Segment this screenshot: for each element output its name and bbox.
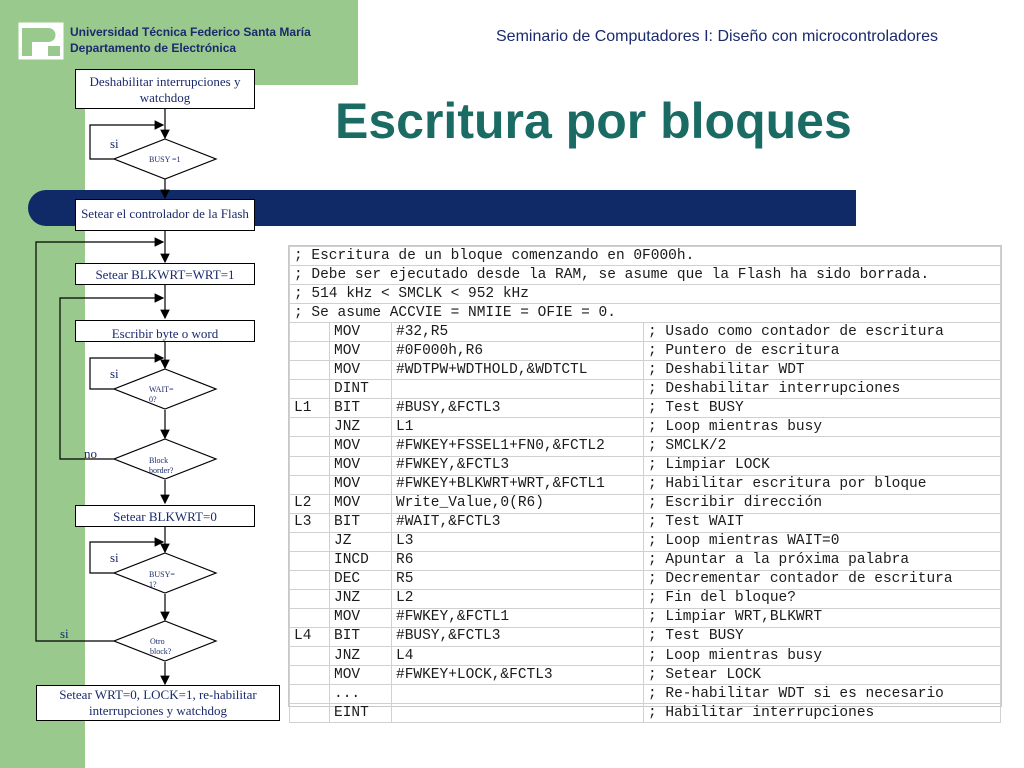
code-op: JNZ xyxy=(330,418,392,437)
code-comment: ; Habilitar interrupciones xyxy=(644,704,1001,723)
code-label xyxy=(290,646,330,665)
code-label: L1 xyxy=(290,399,330,418)
code-comment-row xyxy=(290,266,1001,285)
code-label xyxy=(290,418,330,437)
code-comment: ; Debe ser ejecutado desde la RAM, se asume que la Flash ha sido borrada. xyxy=(290,266,1001,285)
code-label: L2 xyxy=(290,494,330,513)
branch-label: si xyxy=(110,550,119,565)
code-args: Write_Value,0(R6) xyxy=(392,494,644,513)
seminar-title: Seminario de Computadores I: Diseño con microcontroladores xyxy=(496,28,938,45)
flow-box-clear-blkwrt: Setear BLKWRT=0 xyxy=(75,505,255,527)
code-label xyxy=(290,551,330,570)
code-op: ... xyxy=(330,685,392,704)
code-comment: ; Test BUSY xyxy=(644,627,1001,646)
code-row xyxy=(290,666,1001,685)
code-comment-row xyxy=(290,285,1001,304)
code-row xyxy=(290,494,1001,513)
decision-label: WAIT= 0? xyxy=(149,385,174,404)
code-row xyxy=(290,513,1001,532)
code-row xyxy=(290,570,1001,589)
code-op: MOV xyxy=(330,361,392,380)
code-row xyxy=(290,456,1001,475)
code-label xyxy=(290,704,330,723)
code-op: MOV xyxy=(330,666,392,685)
code-args: #FWKEY,&FCTL1 xyxy=(392,608,644,627)
flow-box-disable-interrupts: Deshabilitar interrupciones y watchdog xyxy=(75,69,255,109)
code-label xyxy=(290,323,330,342)
code-label xyxy=(290,532,330,551)
code-row xyxy=(290,627,1001,646)
code-comment: ; Deshabilitar interrupciones xyxy=(644,380,1001,399)
code-comment: ; Fin del bloque? xyxy=(644,589,1001,608)
code-row xyxy=(290,532,1001,551)
code-label xyxy=(290,666,330,685)
code-args: #FWKEY+BLKWRT+WRT,&FCTL1 xyxy=(392,475,644,494)
code-label xyxy=(290,475,330,494)
code-comment: ; Loop mientras WAIT=0 xyxy=(644,532,1001,551)
code-args: #BUSY,&FCTL3 xyxy=(392,399,644,418)
code-row xyxy=(290,342,1001,361)
code-comment: ; Limpiar WRT,BLKWRT xyxy=(644,608,1001,627)
code-row xyxy=(290,685,1001,704)
code-args: #BUSY,&FCTL3 xyxy=(392,627,644,646)
code-label xyxy=(290,342,330,361)
code-args: #WDTPW+WDTHOLD,&WDTCTL xyxy=(392,361,644,380)
code-comment: ; Setear LOCK xyxy=(644,666,1001,685)
decision-label: BUSY= 1? xyxy=(149,570,175,589)
code-args xyxy=(392,704,644,723)
code-args: #WAIT,&FCTL3 xyxy=(392,513,644,532)
code-comment: ; Escritura de un bloque comenzando en 0F000h. xyxy=(290,247,1001,266)
code-op: MOV xyxy=(330,342,392,361)
code-label xyxy=(290,456,330,475)
code-comment: ; Deshabilitar WDT xyxy=(644,361,1001,380)
code-op: BIT xyxy=(330,627,392,646)
code-args: #FWKEY+FSSEL1+FN0,&FCTL2 xyxy=(392,437,644,456)
code-comment-row xyxy=(290,304,1001,323)
code-args: #32,R5 xyxy=(392,323,644,342)
code-row xyxy=(290,418,1001,437)
code-op: MOV xyxy=(330,323,392,342)
code-op: INCD xyxy=(330,551,392,570)
code-args: L3 xyxy=(392,532,644,551)
code-row xyxy=(290,361,1001,380)
code-op: MOV xyxy=(330,608,392,627)
code-comment: ; Loop mientras busy xyxy=(644,646,1001,665)
decision-label: Otro block? xyxy=(150,637,172,656)
code-comment: ; Apuntar a la próxima palabra xyxy=(644,551,1001,570)
code-label xyxy=(290,437,330,456)
code-row xyxy=(290,589,1001,608)
code-op: BIT xyxy=(330,513,392,532)
code-comment: ; Test WAIT xyxy=(644,513,1001,532)
page-title: Escritura por bloques xyxy=(335,93,852,149)
flow-box-set-blkwrt: Setear BLKWRT=WRT=1 xyxy=(75,263,255,285)
code-row xyxy=(290,323,1001,342)
code-comment: ; Puntero de escritura xyxy=(644,342,1001,361)
code-comment: ; Escribir dirección xyxy=(644,494,1001,513)
code-comment-row xyxy=(290,247,1001,266)
code-row xyxy=(290,646,1001,665)
code-args: #0F000h,R6 xyxy=(392,342,644,361)
code-label xyxy=(290,361,330,380)
code-label: L3 xyxy=(290,513,330,532)
code-comment: ; Usado como contador de escritura xyxy=(644,323,1001,342)
code-args xyxy=(392,685,644,704)
decision-label: BUSY =1 xyxy=(149,155,181,164)
code-args: L1 xyxy=(392,418,644,437)
code-args: L2 xyxy=(392,589,644,608)
code-row xyxy=(290,704,1001,723)
code-op: BIT xyxy=(330,399,392,418)
code-row xyxy=(290,437,1001,456)
code-label xyxy=(290,608,330,627)
university-name: Universidad Técnica Federico Santa María xyxy=(70,25,311,39)
flow-box-final: Setear WRT=0, LOCK=1, re-habilitar interrupciones y watchdog xyxy=(36,685,280,721)
code-op: EINT xyxy=(330,704,392,723)
code-comment: ; Re-habilitar WDT si es necesario xyxy=(644,685,1001,704)
code-args: R6 xyxy=(392,551,644,570)
code-comment: ; Habilitar escritura por bloque xyxy=(644,475,1001,494)
code-row xyxy=(290,380,1001,399)
code-op: JZ xyxy=(330,532,392,551)
code-comment: ; Decrementar contador de escritura xyxy=(644,570,1001,589)
branch-label: si xyxy=(110,136,119,151)
code-comment: ; Test BUSY xyxy=(644,399,1001,418)
branch-label: si xyxy=(110,366,119,381)
flow-box-set-controller: Setear el controlador de la Flash xyxy=(75,199,255,231)
decision-label: Block border? xyxy=(149,456,174,475)
code-comment: ; 514 kHz < SMCLK < 952 kHz xyxy=(290,285,1001,304)
code-label xyxy=(290,589,330,608)
code-comment: ; Loop mientras busy xyxy=(644,418,1001,437)
code-table xyxy=(289,246,1001,723)
code-args xyxy=(392,380,644,399)
code-op: MOV xyxy=(330,437,392,456)
code-listing xyxy=(288,245,1002,721)
code-label xyxy=(290,685,330,704)
code-args: #FWKEY,&FCTL3 xyxy=(392,456,644,475)
branch-label: no xyxy=(84,446,97,461)
code-args: #FWKEY+LOCK,&FCTL3 xyxy=(392,666,644,685)
code-op: DINT xyxy=(330,380,392,399)
code-label: L4 xyxy=(290,627,330,646)
code-row xyxy=(290,608,1001,627)
code-comment: ; Se asume ACCVIE = NMIIE = OFIE = 0. xyxy=(290,304,1001,323)
code-op: JNZ xyxy=(330,589,392,608)
code-op: MOV xyxy=(330,456,392,475)
code-label xyxy=(290,380,330,399)
code-row xyxy=(290,551,1001,570)
flow-box-write-byte: Escribir byte o word xyxy=(75,320,255,342)
code-row xyxy=(290,399,1001,418)
code-args: L4 xyxy=(392,646,644,665)
code-op: DEC xyxy=(330,570,392,589)
code-label xyxy=(290,570,330,589)
department-name: Departamento de Electrónica xyxy=(70,41,237,55)
branch-label: si xyxy=(60,626,69,641)
code-op: MOV xyxy=(330,475,392,494)
code-args: R5 xyxy=(392,570,644,589)
code-op: MOV xyxy=(330,494,392,513)
code-comment: ; SMCLK/2 xyxy=(644,437,1001,456)
code-comment: ; Limpiar LOCK xyxy=(644,456,1001,475)
code-op: JNZ xyxy=(330,646,392,665)
code-row xyxy=(290,475,1001,494)
